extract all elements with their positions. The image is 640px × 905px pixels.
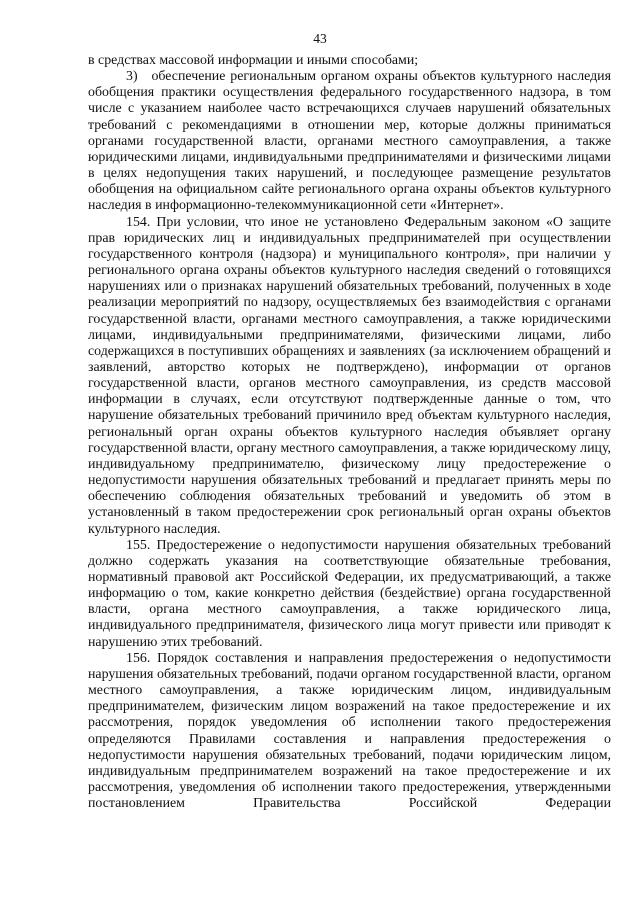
paragraph-item-3: 3) обеспечение региональным органом охраны объектов культурного наследия обобщения практики осуществления федерального государственного надзора, в том числе с указанием наиболее часто встречающихся случаев нарушений обязательных требований с рекомендациями в отношении мер, которые должны приниматься органами государственной власти, органами местного самоуправления, а также юридическими лицами, индивидуальными предпринимателями и физическими лицами в целях недопущения таких нарушений, и последующее размещение результатов обобщения на официальном сайте регионального органа охраны объектов культурного наследия в информационно-телекоммуникационной сети «Интернет». [88,69,611,214]
document-body [88,53,611,812]
page-number: 43 [313,31,327,46]
paragraph-156: 156. Порядок составления и направления предостережения о недопустимости нарушения обязательных требований, подачи органом государственной власти, органом местного самоуправления, а также юридическим лицом, индивидуальным предпринимателем, физическим лицом возражений на такое предостережение и их рассмотрения, порядок уведомления об исполнении такого предостережения определяются Правилами составления и направления предостережения о недопустимости нарушения обязательных требований, подачи юридическим лицом, индивидуальным предпринимателем возражений на такое предостережение и их рассмотрения, уведомления об исполнении такого предостережения, утвержденными постановлением Правительства Российской Федерации [88,650,611,812]
paragraph-154: 154. При условии, что иное не установлено Федеральным законом «О защите прав юридических лиц и индивидуальных предпринимателей при осуществлении государственного контроля (надзора) и муниципального контроля», при наличии у регионального органа охраны объектов культурного наследия сведений о готовящихся нарушениях или о признаках нарушений обязательных требований, полученных в ходе реализации мероприятий по надзору, осуществляемых без взаимодействия с органами государственной власти, органами местного самоуправления, а также юридическими лицами, индивидуальными предпринимателями, физическими лицами, либо содержащихся в поступивших обращениях и заявлениях (за исключением обращений и заявлений, авторство которых не подтверждено), информации от органов государственной власти, органов местного самоуправления, из средств массовой информации в случаях, если отсутствуют подтвержденные данные о том, что нарушение обязательных требований причинило вред объектам культурного наследия, региональный орган охраны объектов культурного наследия объявляет органу государственной власти, органу местного самоуправления, а также юридическому лицу, индивидуальному предпринимателю, физическому лицу предостережение о недопустимости нарушения обязательных требований и предлагает принять меры по обеспечению соблюдения обязательных требований и уведомить об этом в установленный в таком предостережении срок региональный орган охраны объектов культурного наследия. [88,214,611,537]
paragraph-155: 155. Предостережение о недопустимости нарушения обязательных требований должно содержать указания на соответствующие обязательные требования, нормативный правовой акт Российской Федерации, их предусматривающий, а также информацию о том, какие конкретно действия (бездействие) органа государственной власти, органа местного самоуправления, а также юридического лица, индивидуального предпринимателя, физического лица могут привести или приводят к нарушению этих требований. [88,537,611,650]
paragraph-continuation: в средствах массовой информации и иными способами; [88,53,419,68]
